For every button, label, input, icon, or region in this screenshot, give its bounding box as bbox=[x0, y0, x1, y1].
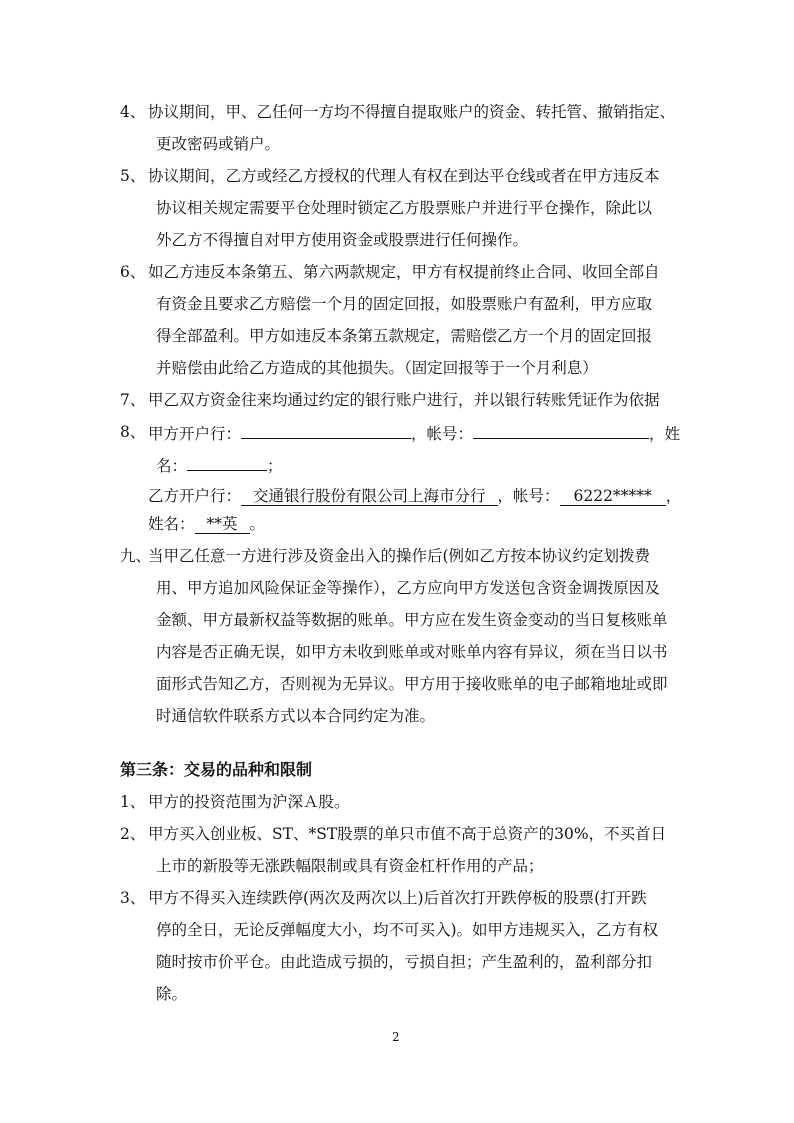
item-9-line-1: 当甲乙任意一方进行涉及资金出入的操作后(例如乙方按本协议约定划拨费 bbox=[148, 547, 651, 565]
item-5-number: 5、 bbox=[120, 167, 146, 185]
item-6-number: 6、 bbox=[120, 263, 146, 281]
item-5-line-2: 协议相关规定需要平仓处理时锁定乙方股票账户并进行平仓操作，除此以 bbox=[156, 199, 653, 217]
item-9-line-2: 用、甲方追加风险保证金等操作），乙方应向甲方发送包含资金调拨原因及 bbox=[156, 579, 660, 597]
party-a-bank-row bbox=[148, 422, 680, 444]
party-a-end: ； bbox=[267, 457, 283, 475]
item-7-number: 7、 bbox=[120, 391, 146, 409]
party-b-name-label: 姓名： bbox=[148, 515, 195, 533]
item-9-number: 九、 bbox=[120, 547, 152, 565]
item-9-line-5: 面形式告知乙方，否则视为无异议。甲方用于接收账单的电子邮箱地址或即 bbox=[156, 675, 668, 693]
s3-item-1-line-1: 甲方的投资范围为沪深Ａ股。 bbox=[148, 793, 350, 811]
s3-item-1-number: 1、 bbox=[120, 793, 146, 811]
section-3-title: 第三条：交易的品种和限制 bbox=[120, 760, 313, 779]
s3-item-3-line-1: 甲方不得买入连续跌停(两次及两次以上)后首次打开跌停板的股票(打开跌 bbox=[148, 889, 647, 907]
page-number: 2 bbox=[392, 1030, 400, 1044]
item-9-line-3: 金额、甲方最新权益等数据的账单。甲方应在发生资金变动的当日复核账单 bbox=[156, 611, 668, 629]
s3-item-3-number: 3、 bbox=[120, 889, 146, 907]
party-b-end: 。 bbox=[249, 515, 266, 533]
item-6-line-4: 并赔偿由此给乙方造成的其他损失。（固定回报等于一个月利息） bbox=[156, 359, 598, 377]
party-a-account-label: ，帐号： bbox=[411, 425, 474, 443]
item-8-number: 8、 bbox=[120, 423, 146, 441]
item-6-line-3: 得全部盈利。甲方如违反本条第五款规定，需赔偿乙方一个月的固定回报 bbox=[156, 327, 653, 345]
s3-item-3-line-2: 停的全日，无论反弹幅度大小，均不可买入)。如甲方违规买入，乙方有权 bbox=[156, 921, 659, 939]
party-b-account-value: 6222***** bbox=[560, 487, 666, 506]
party-a-account-blank bbox=[473, 422, 649, 439]
s3-item-3-line-3: 随时按市价平仓。由此造成亏损的，亏损自担；产生盈利的，盈利部分扣 bbox=[156, 953, 653, 971]
party-a-name-label-1: ，姓 bbox=[649, 425, 681, 443]
party-b-account-label: ，帐号： bbox=[497, 487, 560, 505]
party-a-name-row bbox=[156, 454, 283, 476]
party-b-name-row bbox=[148, 514, 265, 534]
party-a-bank-blank bbox=[241, 422, 411, 439]
item-6-line-1: 如乙方违反本条第五、第六两款规定，甲方有权提前终止合同、收回全部自 bbox=[148, 263, 660, 281]
party-b-bank-label: 乙方开户行： bbox=[148, 487, 242, 505]
item-9-line-6: 时通信软件联系方式以本合同约定为准。 bbox=[156, 707, 436, 725]
s3-item-2-number: 2、 bbox=[120, 825, 146, 843]
item-5-line-3: 外乙方不得擅自对甲方使用资金或股票进行任何操作。 bbox=[156, 231, 529, 249]
item-5-line-1: 协议期间，乙方或经乙方授权的代理人有权在到达平仓线或者在甲方违反本 bbox=[148, 167, 660, 185]
party-b-bank-row bbox=[148, 486, 681, 506]
s3-item-2-line-2: 上市的新股等无涨跌幅限制或具有资金杠杆作用的产品； bbox=[156, 857, 544, 875]
party-a-name-label-2: 名： bbox=[156, 457, 188, 475]
item-4-line-1: 协议期间，甲、乙任何一方均不得擅自提取账户的资金、转托管、撤销指定、 bbox=[148, 103, 676, 121]
item-7-line-1: 甲乙双方资金往来均通过约定的银行账户进行，并以银行转账凭证作为依据 bbox=[148, 391, 660, 409]
party-b-bank-value: 交通银行股份有限公司上海市分行 bbox=[241, 487, 498, 506]
item-6-line-2: 有资金且要求乙方赔偿一个月的固定回报，如股票账户有盈利，甲方应取 bbox=[156, 295, 653, 313]
s3-item-3-line-4: 除。 bbox=[156, 985, 188, 1003]
s3-item-2-line-1: 甲方买入创业板、ST、*ST股票的单只市值不高于总资产的30%，不买首日 bbox=[148, 825, 667, 843]
party-b-sep: ， bbox=[665, 487, 682, 505]
party-a-name-blank bbox=[187, 454, 267, 471]
party-a-bank-label: 甲方开户行： bbox=[148, 425, 242, 443]
item-4-number: 4、 bbox=[120, 103, 146, 121]
item-9-line-4: 内容是否正确无误，如甲方未收到账单或对账单内容有异议，须在当日以书 bbox=[156, 643, 668, 661]
item-4-line-2: 更改密码或销户。 bbox=[156, 135, 281, 153]
party-b-name-value: **英 bbox=[195, 515, 250, 534]
